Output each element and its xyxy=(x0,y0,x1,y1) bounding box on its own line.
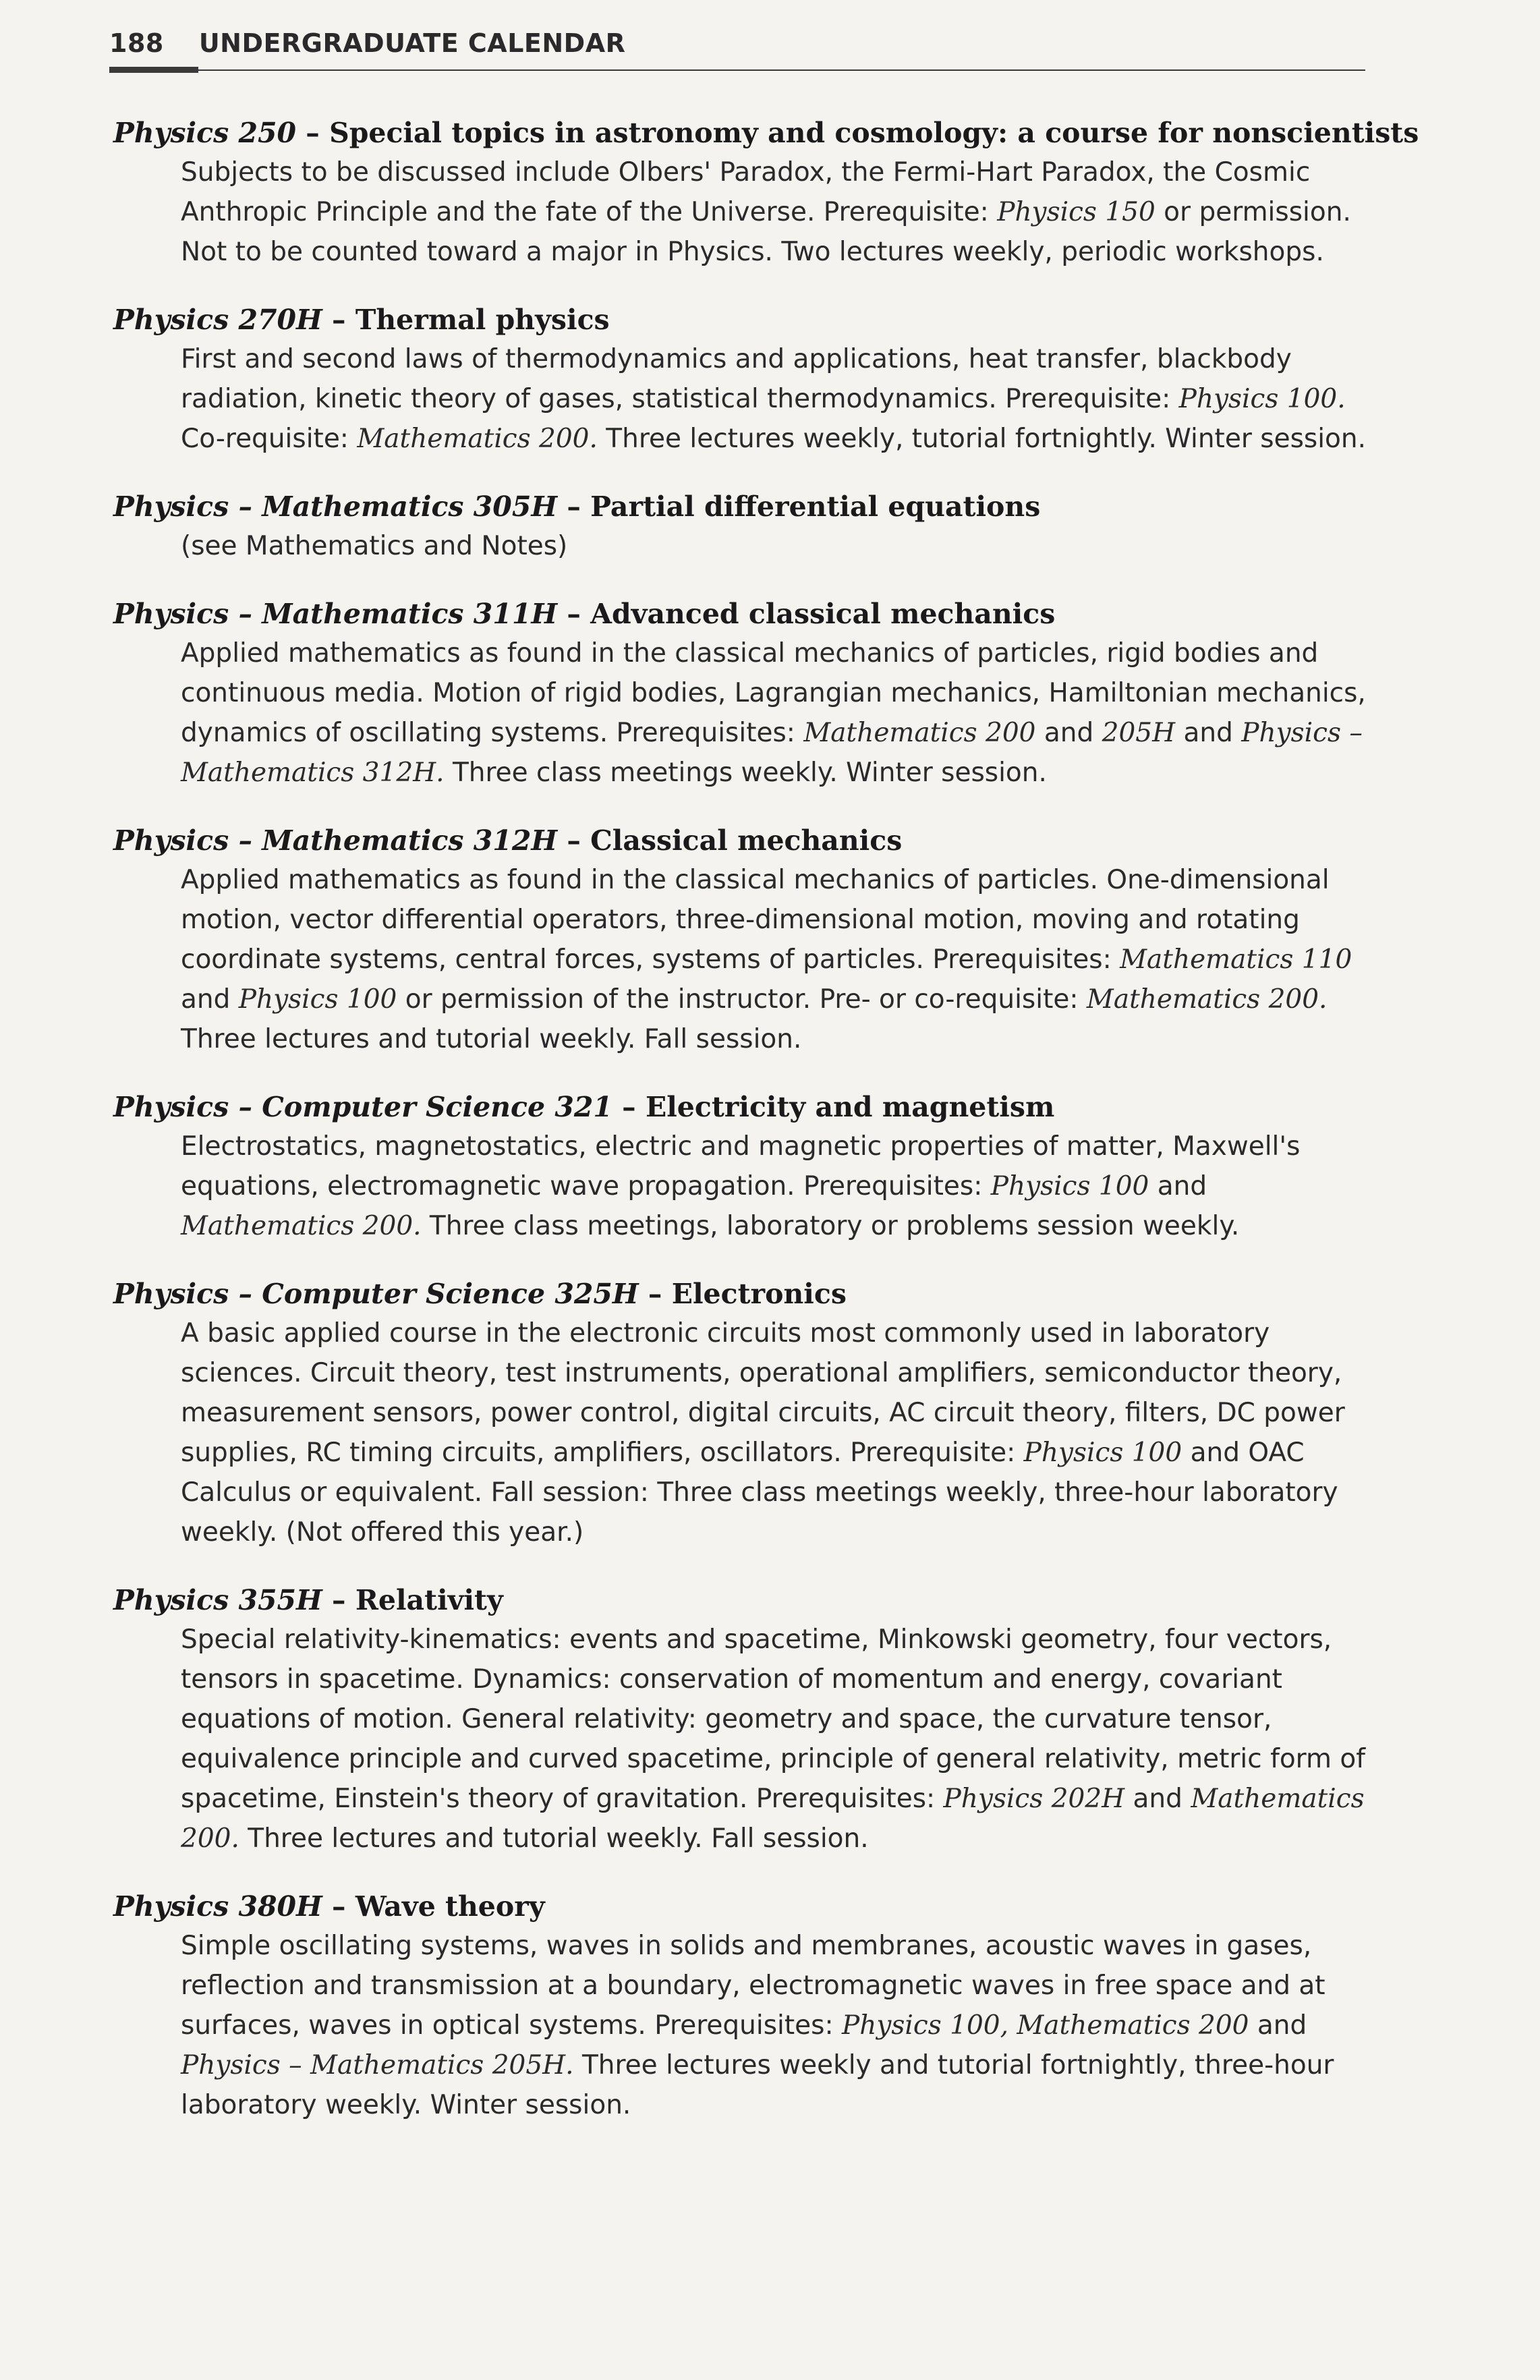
course-description xyxy=(181,1620,1381,1859)
course-description xyxy=(181,1313,1381,1552)
course-reference: Physics 100 xyxy=(238,984,397,1015)
course-entry xyxy=(113,1581,1381,1859)
page-number: 188 xyxy=(109,28,164,58)
course-reference: Mathematics 200. xyxy=(1086,984,1328,1015)
description-text: or permission. Not to be counted toward a major in Physics. Two lectures weekly, periodic workshops. xyxy=(181,197,1351,267)
course-title: Wave theory xyxy=(355,1890,545,1923)
description-text: and xyxy=(1035,718,1102,748)
description-text: Simple oscillating systems, waves in solids and membranes, acoustic waves in gases, reflection and transmission at a boundary, electromagnetic waves in free space and at surfaces, waves in optical systems. Prerequisites: xyxy=(181,1931,1325,2041)
course-description xyxy=(181,1926,1381,2125)
description-text: and xyxy=(1249,2010,1307,2041)
course-code: Physics – Mathematics 312H xyxy=(113,824,558,857)
course-code: Physics 355H xyxy=(113,1584,322,1616)
course-title: Electricity and magnetism xyxy=(645,1091,1055,1123)
course-heading: Physics – Mathematics 305H – Partial differential equations xyxy=(113,490,1041,523)
description-text: (see Mathematics and Notes) xyxy=(181,531,568,561)
course-entry xyxy=(113,594,1381,793)
course-reference: Physics 100 xyxy=(990,1171,1149,1201)
description-text: Three lectures weekly, tutorial fortnightly. Winter session. xyxy=(597,424,1367,454)
course-reference: Mathematics 200. xyxy=(181,1784,1365,1854)
course-reference: Mathematics 200 xyxy=(803,718,1036,748)
course-reference: Physics – Mathematics 205H. xyxy=(181,2050,574,2080)
course-reference: Physics 202H xyxy=(943,1784,1125,1814)
course-code: Physics – Mathematics 311H xyxy=(113,598,558,630)
course-heading: Physics – Mathematics 311H – Advanced classical mechanics xyxy=(113,598,1056,630)
course-code: Physics – Computer Science 325H xyxy=(113,1278,639,1310)
course-reference: Physics 100. xyxy=(1178,384,1346,414)
course-heading: Physics 355H – Relativity xyxy=(113,1584,503,1616)
description-text: Applied mathematics as found in the classical mechanics of particles, rigid bodies and continuous media. Motion of rigid bodies, Lagrangian mechanics, Hamiltonian mechanics, dynamics of oscillating systems. Prerequisites: xyxy=(181,638,1366,748)
course-title: Special topics in astronomy and cosmology: a course for nonscientists xyxy=(329,117,1419,149)
course-title: Thermal physics xyxy=(355,304,610,336)
course-list xyxy=(113,113,1419,2153)
course-heading: Physics – Computer Science 321 – Electricity and magnetism xyxy=(113,1091,1055,1123)
description-text: and xyxy=(181,984,239,1015)
description-text: Three lectures weekly and tutorial fortnightly, three-hour laboratory weekly. Winter session. xyxy=(181,2050,1334,2120)
course-code: Physics – Computer Science 321 xyxy=(113,1091,612,1123)
description-text: and xyxy=(1175,718,1242,748)
course-entry xyxy=(113,821,1381,1059)
course-entry xyxy=(113,1887,1381,2125)
running-title: UNDERGRADUATE CALENDAR xyxy=(198,28,626,58)
description-text: First and second laws of thermodynamics and applications, heat transfer, blackbody radiation, kinetic theory of gases, statistical thermodynamics. Prerequisite: xyxy=(181,344,1292,414)
description-text: Three class meetings weekly. Winter session. xyxy=(444,758,1047,788)
course-heading: Physics – Mathematics 312H – Classical mechanics xyxy=(113,824,903,857)
course-reference: Physics 150 xyxy=(997,197,1156,227)
course-description xyxy=(181,860,1381,1059)
course-code: Physics 270H xyxy=(113,304,322,336)
description-text: or permission of the instructor. Pre- or co-requisite: xyxy=(397,984,1087,1015)
description-text: Three lectures and tutorial weekly. Fall session. xyxy=(239,1823,869,1854)
course-description xyxy=(181,152,1381,272)
description-text: Applied mathematics as found in the classical mechanics of particles. One-dimensional motion, vector differential operators, three-dimensional motion, moving and rotating coordinate systems, central forces, systems of particles. Prerequisites: xyxy=(181,865,1330,975)
course-description xyxy=(181,633,1381,793)
course-reference: Physics – Mathematics 312H. xyxy=(181,718,1363,788)
course-title: Classical mechanics xyxy=(590,824,903,857)
description-text: Special relativity-kinematics: events and spacetime, Minkowski geometry, four vectors, tensors in spacetime. Dynamics: conservation of momentum and energy, covariant equations of motion. General relativity: geometry and space, the curvature tensor, equivalence principle and curved spacetime, principle of general relativity, metric form of spacetime, Einstein's theory of gravitation. Prerequisites: xyxy=(181,1624,1366,1814)
description-text: Subjects to be discussed include Olbers' Paradox, the Fermi-Hart Paradox, the Cosmic Anthropic Principle and the fate of the Universe. Prerequisite: xyxy=(181,157,1311,227)
course-reference: Mathematics 200. xyxy=(357,424,598,454)
course-entry xyxy=(113,487,1381,566)
course-reference: Physics 100, Mathematics 200 xyxy=(842,2010,1249,2041)
description-text: A basic applied course in the electronic circuits most commonly used in laboratory sciences. Circuit theory, test instruments, operational amplifiers, semiconductor theory, measurement sensors, power control, digital circuits, AC circuit theory, filters, DC power supplies, RC timing circuits, amplifiers, oscillators. Prerequisite: xyxy=(181,1318,1345,1468)
course-code: Physics – Mathematics 305H xyxy=(113,490,558,523)
description-text: Electrostatics, magnetostatics, electric and magnetic properties of matter, Maxwell's equations, electromagnetic wave propagation. Prerequisites: xyxy=(181,1131,1301,1201)
course-code: Physics 380H xyxy=(113,1890,322,1923)
course-title: Advanced classical mechanics xyxy=(590,598,1056,630)
course-title: Relativity xyxy=(355,1584,503,1616)
course-heading: Physics – Computer Science 325H – Electronics xyxy=(113,1278,847,1310)
course-entry xyxy=(113,1087,1381,1246)
header-rule xyxy=(109,69,1365,71)
course-description xyxy=(181,339,1381,459)
description-text: Three class meetings, laboratory or problems session weekly. xyxy=(421,1211,1240,1241)
course-entry xyxy=(113,113,1419,272)
course-title: Partial differential equations xyxy=(590,490,1041,523)
course-description xyxy=(181,1127,1381,1246)
description-text: and OAC Calculus or equivalent. Fall session: Three class meetings weekly, three-hour laboratory weekly. (Not offered this year.) xyxy=(181,1438,1338,1548)
description-text: and xyxy=(1124,1784,1191,1814)
description-text: and xyxy=(1149,1171,1207,1201)
page-header xyxy=(109,28,1364,69)
course-entry xyxy=(113,1274,1381,1552)
course-reference: 205H xyxy=(1102,718,1176,748)
description-text: Co-requisite: xyxy=(181,424,358,454)
course-reference: Mathematics 200. xyxy=(181,1211,422,1241)
course-code: Physics 250 xyxy=(113,117,297,149)
course-entry xyxy=(113,300,1381,459)
course-heading: Physics 380H – Wave theory xyxy=(113,1890,545,1923)
course-heading: Physics 270H – Thermal physics xyxy=(113,304,610,336)
description-text: Three lectures and tutorial weekly. Fall session. xyxy=(181,1024,802,1054)
course-description xyxy=(181,526,1381,566)
course-heading: Physics 250 – Special topics in astronomy and cosmology: a course for nonscientists xyxy=(113,117,1419,149)
course-reference: Physics 100 xyxy=(1023,1438,1182,1468)
course-title: Electronics xyxy=(671,1278,847,1310)
header-rule-tab xyxy=(109,67,198,73)
course-reference: Mathematics 110 xyxy=(1120,944,1352,975)
